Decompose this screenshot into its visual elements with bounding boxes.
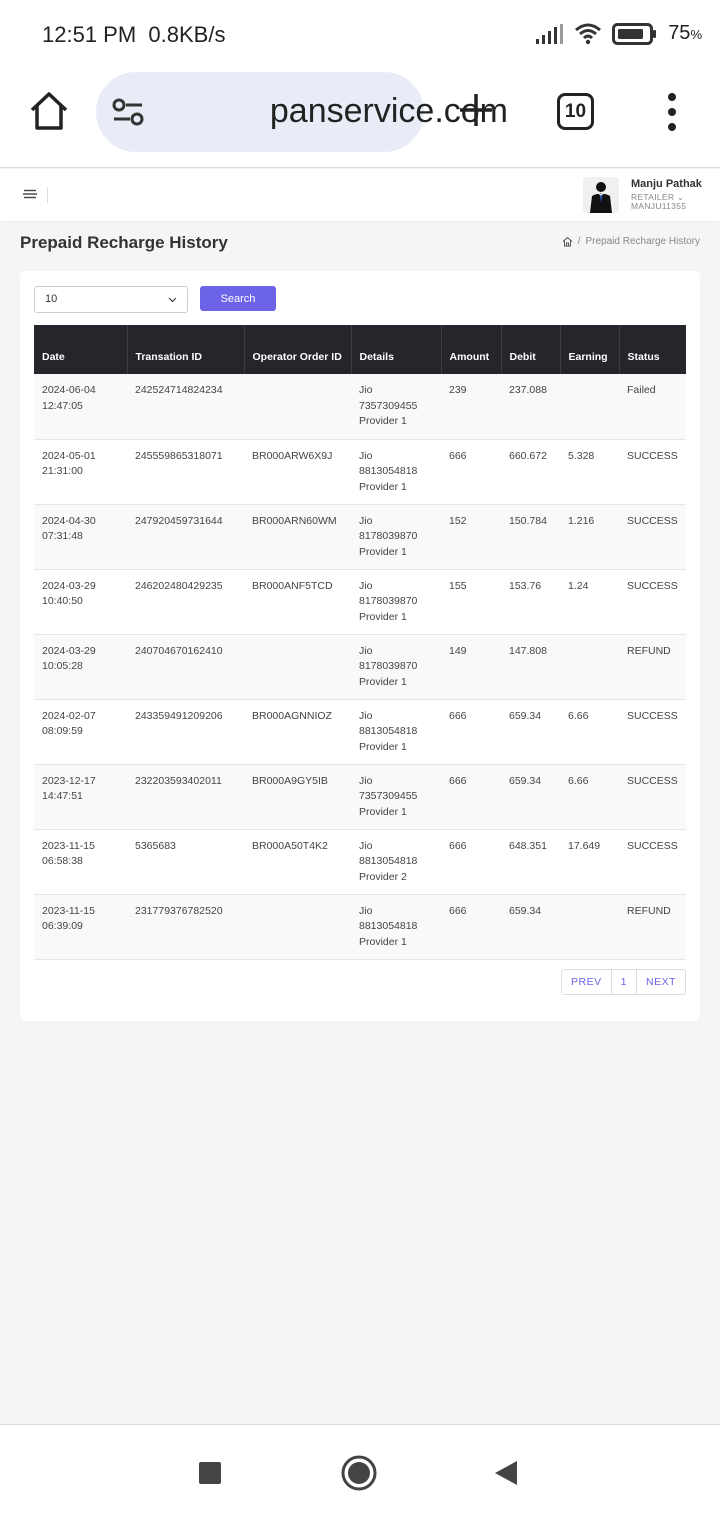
cell-details [351, 504, 441, 569]
cell-amount-amount: 152 [449, 514, 467, 527]
cell-details-operator: Jio [359, 839, 373, 852]
user-name[interactable]: Manju Pathak [631, 178, 702, 190]
cell-details [351, 569, 441, 634]
cell-status-status: SUCCESS [627, 774, 678, 787]
col-header-transaction-id: Transation ID [127, 325, 244, 374]
table-row [34, 699, 686, 764]
cell-details-number: 8813054818 [359, 465, 418, 477]
cell-amount [441, 829, 501, 894]
cell-details-number: 8813054818 [359, 855, 418, 867]
app-header [0, 169, 720, 221]
table-row [34, 439, 686, 504]
plus-icon[interactable] [456, 90, 496, 130]
cell-status-status: SUCCESS [627, 709, 678, 722]
user-avatar-icon [583, 177, 619, 213]
cell-date-time: 07:31:48 [42, 530, 83, 542]
cell-amount [441, 439, 501, 504]
cell-date [34, 504, 127, 569]
table-row [34, 829, 686, 894]
cell-date [34, 634, 127, 699]
cell-date [34, 569, 127, 634]
cell-transaction-id-txn: 246202480429235 [135, 579, 223, 592]
cell-debit-debit: 147.808 [509, 644, 547, 657]
cell-transaction-id-txn: 240704670162410 [135, 644, 223, 657]
battery-percent: 75% [668, 22, 702, 44]
cell-amount [441, 634, 501, 699]
cell-operator-order-id [244, 374, 351, 439]
table-row [34, 894, 686, 959]
cell-transaction-id-txn: 243359491209206 [135, 709, 223, 722]
home-icon[interactable] [28, 90, 70, 132]
page-size-value: 10 [45, 293, 58, 305]
cell-date-date: 2024-03-29 [42, 644, 96, 657]
cell-details-number: 8178039870 [359, 660, 418, 672]
cell-amount-amount: 239 [449, 384, 467, 396]
cell-amount [441, 374, 501, 439]
cell-transaction-id [127, 374, 244, 439]
col-header-amount: Amount [441, 325, 501, 374]
address-bar[interactable] [96, 72, 508, 152]
cell-amount [441, 569, 501, 634]
cell-transaction-id [127, 894, 244, 959]
cell-amount [441, 699, 501, 764]
col-header-earning: Earning [560, 325, 619, 374]
cell-earning [560, 634, 619, 699]
cell-transaction-id-txn: 245559865318071 [135, 449, 223, 462]
cell-status [619, 439, 686, 504]
cell-debit-debit: 660.672 [509, 449, 547, 462]
cell-details-operator: Jio [359, 644, 373, 657]
cell-date [34, 829, 127, 894]
cell-details-number: 7357309455 [359, 790, 418, 802]
breadcrumb [562, 236, 700, 247]
cell-status-status: Failed [627, 384, 656, 396]
cell-amount-amount: 666 [449, 449, 467, 462]
cell-status-status: SUCCESS [627, 514, 678, 527]
site-settings-icon[interactable] [112, 98, 144, 126]
cell-transaction-id [127, 829, 244, 894]
cell-transaction-id-txn: 5365683 [135, 839, 176, 852]
header-divider [47, 187, 48, 203]
breadcrumb-current: Prepaid Recharge History [585, 236, 700, 247]
next-button[interactable]: NEXT [645, 976, 676, 988]
cell-details-provider: Provider 1 [359, 740, 407, 753]
cell-debit-debit: 659.34 [509, 774, 542, 787]
menu-icon[interactable] [22, 189, 38, 201]
cell-details-operator: Jio [359, 709, 373, 722]
cell-earning-earning: 5.328 [568, 449, 595, 462]
page-1-button[interactable]: 1 [612, 970, 637, 994]
cell-date [34, 894, 127, 959]
cell-amount [441, 894, 501, 959]
cell-transaction-id-txn: 231779376782520 [135, 904, 223, 917]
cell-date-date: 2023-12-17 [42, 774, 96, 787]
url-text: panservice.com [269, 92, 508, 130]
cell-amount-amount: 666 [449, 774, 467, 787]
chevron-down-icon: ⌄ [677, 192, 685, 202]
cell-transaction-id-txn: 247920459731644 [135, 514, 223, 527]
cell-earning [560, 374, 619, 439]
cell-details-provider: Provider 1 [359, 480, 407, 493]
cell-operator-order-id [244, 764, 351, 829]
cell-debit-debit: 150.784 [509, 514, 547, 527]
cell-date-time: 10:40:50 [42, 595, 83, 607]
signal-icon [536, 24, 564, 44]
cell-date-time: 10:05:28 [42, 660, 83, 672]
cell-amount-amount: 666 [449, 904, 467, 917]
cell-earning [560, 569, 619, 634]
cell-status-status: SUCCESS [627, 449, 678, 462]
cell-details-operator: Jio [359, 384, 373, 396]
cell-operator-order-id-op: BR000AGNNIOZ [252, 709, 332, 722]
cell-operator-order-id [244, 894, 351, 959]
cell-earning-earning: 6.66 [568, 709, 589, 722]
page-title: Prepaid Recharge History [20, 233, 228, 252]
cell-details-provider: Provider 1 [359, 675, 407, 688]
cell-transaction-id [127, 504, 244, 569]
cell-debit [501, 504, 560, 569]
cell-transaction-id-txn: 242524714824234 [135, 384, 223, 396]
cell-operator-order-id [244, 699, 351, 764]
cell-details [351, 829, 441, 894]
cell-status [619, 894, 686, 959]
cell-amount [441, 764, 501, 829]
col-header-operator-order-id: Operator Order ID [244, 325, 351, 374]
cell-details [351, 374, 441, 439]
cell-amount-amount: 155 [449, 579, 467, 592]
user-id: MANJU11355 [631, 201, 687, 211]
cell-date-date: 2024-02-07 [42, 709, 96, 722]
cell-date-date: 2024-04-30 [42, 514, 96, 527]
cell-date-date: 2024-05-01 [42, 449, 96, 462]
cell-details-operator: Jio [359, 449, 373, 462]
cell-operator-order-id [244, 439, 351, 504]
table-row [34, 764, 686, 829]
cell-date [34, 374, 127, 439]
cell-amount [441, 504, 501, 569]
cell-status [619, 764, 686, 829]
cell-debit [501, 634, 560, 699]
cell-details [351, 634, 441, 699]
cell-details-provider: Provider 1 [359, 805, 407, 818]
network-speed: 0.8KB/s [148, 22, 226, 47]
cell-operator-order-id-op: BR000ANF5TCD [252, 579, 333, 592]
cell-date-date: 2023-11-15 [42, 904, 95, 917]
cell-details-operator: Jio [359, 514, 373, 527]
more-vert-icon[interactable] [660, 92, 684, 132]
cell-details-number: 8178039870 [359, 530, 418, 542]
browser-toolbar [0, 70, 720, 168]
cell-debit [501, 894, 560, 959]
page-size-select[interactable] [34, 286, 188, 313]
cell-debit [501, 829, 560, 894]
cell-operator-order-id-op: BR000ARW6X9J [252, 449, 333, 462]
cell-operator-order-id-op: BR000ARN60WM [252, 514, 337, 527]
cell-date-date: 2023-11-15 [42, 839, 95, 852]
search-button[interactable]: Search [200, 286, 276, 311]
table-row [34, 374, 686, 439]
cell-date-date: 2024-06-04 [42, 384, 96, 396]
back-icon[interactable] [493, 1459, 519, 1487]
cell-operator-order-id-op: BR000A9GY5IB [252, 774, 328, 787]
cell-amount-amount: 666 [449, 839, 467, 852]
table-row [34, 504, 686, 569]
col-header-details: Details [351, 325, 441, 374]
cell-earning-earning: 1.216 [568, 514, 595, 527]
status-bar [0, 0, 720, 70]
cell-date [34, 764, 127, 829]
history-card [20, 271, 700, 1021]
cell-date-time: 08:09:59 [42, 725, 83, 737]
cell-date-time: 14:47:51 [42, 790, 83, 802]
col-header-status: Status [619, 325, 686, 374]
recharge-history-table [34, 325, 686, 960]
cell-debit-debit: 648.351 [509, 839, 547, 852]
cell-debit-debit: 659.34 [509, 709, 542, 722]
avatar[interactable] [583, 177, 619, 213]
cell-earning [560, 439, 619, 504]
cell-status [619, 829, 686, 894]
cell-status-status: SUCCESS [627, 579, 678, 592]
table-row [34, 634, 686, 699]
cell-debit [501, 699, 560, 764]
cell-earning [560, 829, 619, 894]
cell-earning-earning: 1.24 [568, 579, 589, 592]
cell-details [351, 894, 441, 959]
cell-status-status: REFUND [627, 644, 671, 657]
cell-status [619, 374, 686, 439]
cell-status-status: SUCCESS [627, 839, 678, 852]
cell-operator-order-id-op: BR000A50T4K2 [252, 839, 328, 852]
cell-debit [501, 439, 560, 504]
cell-transaction-id [127, 634, 244, 699]
cell-debit-debit: 659.34 [509, 904, 542, 917]
cell-details-number: 8178039870 [359, 595, 418, 607]
status-time-speed [42, 22, 225, 48]
table-row [34, 569, 686, 634]
tab-switcher-button[interactable]: 10 [557, 93, 594, 130]
status-time: 12:51 PM [42, 22, 137, 47]
user-role[interactable]: RETAILER ⌄ [631, 192, 685, 202]
home-icon[interactable] [562, 236, 573, 247]
cell-status [619, 504, 686, 569]
system-nav-bar [0, 1424, 720, 1520]
cell-transaction-id [127, 764, 244, 829]
recents-icon[interactable] [199, 1462, 221, 1484]
home-circle-icon[interactable] [341, 1455, 377, 1491]
cell-transaction-id [127, 439, 244, 504]
cell-details-provider: Provider 2 [359, 870, 407, 883]
cell-earning-earning: 17.649 [568, 839, 601, 852]
wifi-icon [574, 23, 602, 45]
cell-operator-order-id [244, 634, 351, 699]
cell-earning [560, 764, 619, 829]
cell-status [619, 699, 686, 764]
status-icons [536, 22, 702, 45]
cell-debit-debit: 237.088 [509, 384, 547, 396]
battery-icon [612, 23, 658, 45]
cell-details [351, 764, 441, 829]
cell-operator-order-id [244, 569, 351, 634]
cell-operator-order-id [244, 504, 351, 569]
cell-details-provider: Provider 1 [359, 935, 407, 948]
prev-button[interactable]: PREV [562, 970, 612, 994]
cell-details-number: 8813054818 [359, 920, 418, 932]
col-header-debit: Debit [501, 325, 560, 374]
cell-details [351, 439, 441, 504]
cell-transaction-id [127, 569, 244, 634]
cell-details-operator: Jio [359, 579, 373, 592]
cell-details-provider: Provider 1 [359, 545, 407, 558]
cell-date-time: 21:31:00 [42, 465, 83, 477]
cell-date [34, 439, 127, 504]
cell-amount-amount: 149 [449, 644, 467, 657]
cell-date [34, 699, 127, 764]
cell-earning [560, 699, 619, 764]
col-header-date: Date [34, 325, 127, 374]
cell-transaction-id-txn: 232203593402011 [135, 774, 222, 787]
cell-debit [501, 764, 560, 829]
cell-earning [560, 504, 619, 569]
pagination [561, 969, 686, 995]
cell-details [351, 699, 441, 764]
cell-details-provider: Provider 1 [359, 415, 407, 427]
cell-debit-debit: 153.76 [509, 579, 542, 592]
cell-date-time: 12:47:05 [42, 399, 83, 412]
cell-amount-amount: 666 [449, 709, 467, 722]
cell-date-date: 2024-03-29 [42, 579, 96, 592]
cell-date-time: 06:39:09 [42, 920, 83, 932]
cell-status [619, 569, 686, 634]
chevron-down-icon [168, 295, 177, 304]
cell-date-time: 06:58:38 [42, 855, 83, 867]
cell-status [619, 634, 686, 699]
breadcrumb-separator: / [577, 236, 581, 247]
cell-details-operator: Jio [359, 904, 373, 917]
cell-transaction-id [127, 699, 244, 764]
cell-debit [501, 374, 560, 439]
cell-details-provider: Provider 1 [359, 610, 407, 623]
cell-debit [501, 569, 560, 634]
cell-details-number: 7357309455 [359, 399, 418, 412]
cell-operator-order-id [244, 829, 351, 894]
cell-earning [560, 894, 619, 959]
cell-status-status: REFUND [627, 904, 671, 917]
cell-details-number: 8813054818 [359, 725, 418, 737]
table-header-row [34, 325, 686, 374]
cell-details-operator: Jio [359, 774, 373, 787]
cell-earning-earning: 6.66 [568, 774, 589, 787]
